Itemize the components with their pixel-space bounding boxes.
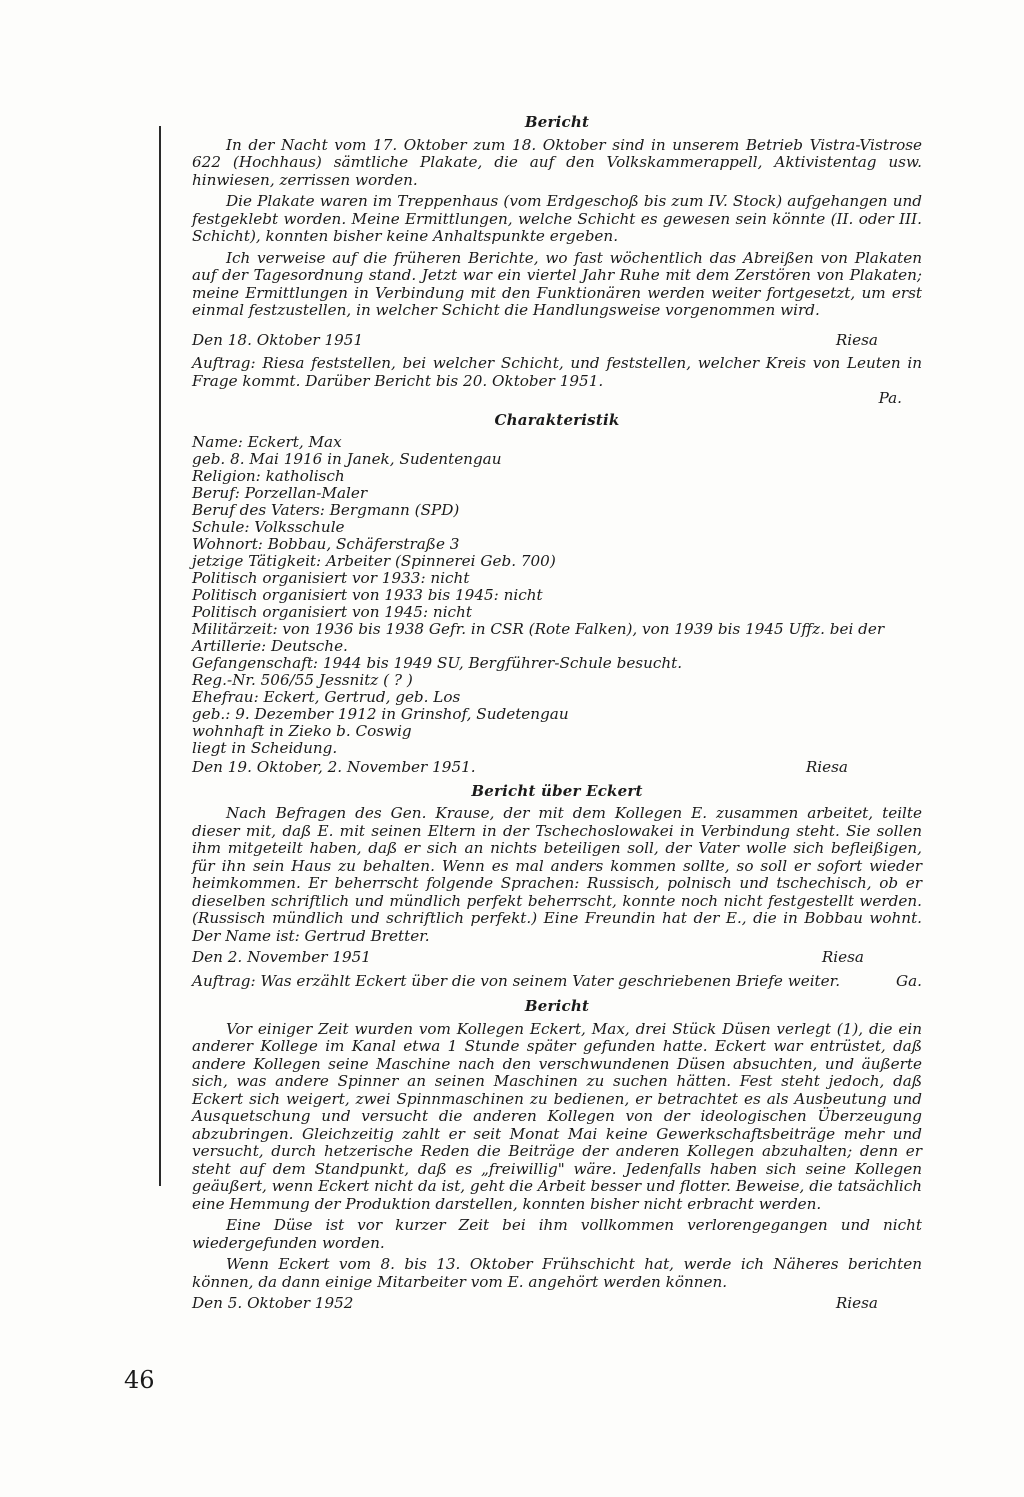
character-line: Gefangenschaft: 1944 bis 1949 SU, Bergführer-Schule besucht. (192, 654, 683, 672)
page-number: 46 (124, 1366, 155, 1394)
report-2-task-row (192, 973, 922, 991)
report-1-paragraph: Ich verweise auf die früheren Berichte, wo fast wöchentlich das Abreißen von Plakaten auf der Tagesordnung stand. Jetzt war ein viertel Jahr Ruhe mit dem Zerstören von Plakaten; meine Ermittlungen in Verbindung mit den Funktionären werden weiter fortgesetzt, um erst einmal festzustellen, in welcher Schicht die Handlungsweise vorgenommen wird. (192, 248, 922, 319)
character-line: Ehefrau: Eckert, Gertrud, geb. Los (192, 688, 461, 706)
report-3-dateline (192, 1295, 922, 1313)
character-line: Religion: katholisch (192, 467, 345, 485)
report-2-dateline (192, 949, 922, 967)
character-line: Wohnort: Bobbau, Schäferstraße 3 (192, 535, 460, 553)
character-line: Reg.-Nr. 506/55 Jessnitz ( ? ) (192, 671, 413, 689)
character-line: Beruf des Vaters: Bergmann (SPD) (192, 501, 460, 519)
report-1-date: Den 18. Oktober 1951 (192, 330, 364, 349)
report-1-task: Auftrag: Riesa feststellen, bei welcher Schicht, und feststellen, welcher Kreis von Leuten in Frage kommt. Darüber Bericht bis 20. Oktober 1951. (192, 354, 922, 390)
report-1-task-initials: Pa. (878, 389, 902, 407)
report-1-paragraph: Die Plakate waren im Treppenhaus (vom Erdgeschoß bis zum IV. Stock) aufgehangen und festgeklebt worden. Meine Ermittlungen, welche Schicht es gewesen sein könnte (II. oder III. Schicht), konnten bisher keine Anhaltspunkte ergeben. (192, 192, 922, 245)
character-line: Politisch organisiert von 1945: nicht (192, 603, 472, 621)
report-2-heading: Bericht über Eckert (471, 781, 643, 800)
report-1-paragraph: In der Nacht vom 17. Oktober zum 18. Oktober sind in unserem Betrieb Vistra-Vistrose 622 (Hochhaus) sämtliche Plakate, die auf den Volkskammerappell, Aktivistentag usw. hinwiesen, zerrissen worden. (192, 135, 922, 189)
character-signature: Riesa (805, 758, 848, 776)
character-line: Schule: Volksschule (192, 518, 345, 536)
report-1-signature: Riesa (835, 330, 878, 349)
report-section-2 (192, 783, 922, 999)
character-line: Name: Eckert, Max (192, 433, 342, 451)
report-3-paragraph: Eine Düse ist vor kurzer Zeit bei ihm vollkommen verlorengegangen und nicht wiedergefunden worden. (192, 1216, 922, 1252)
report-2-task: Auftrag: Was erzählt Eckert über die von seinem Vater geschriebenen Briefe weiter. (192, 971, 841, 990)
character-line: Politisch organisiert vor 1933: nicht (192, 569, 470, 587)
character-line: Politisch organisiert von 1933 bis 1945: nicht (192, 586, 543, 604)
report-section-1 (192, 114, 922, 408)
character-list (192, 434, 922, 757)
report-3-signature: Riesa (835, 1294, 878, 1312)
report-2-paragraph: Nach Befragen des Gen. Krause, der mit dem Kollegen E. zusammen arbeitet, teilte dieser mit, daß E. mit seinen Eltern in der Tschechoslowakei in Verbindung steht. Sie sollen ihm mitgeteilt haben, daß er sich an nichts beteiligen soll, der Vater wolle sich befleißigen, für ihn sein Haus zu behalten. Wenn es mal anders kommen sollte, so soll er sofort wieder heimkommen. Er beherrscht folgende Sprachen: Russisch, polnisch und tschechisch, ob er dieselben schriftlich und mündlich perfekt beherrscht, konnte noch nicht festgestellt werden. (Russisch mündlich und schriftlich perfekt.) Eine Freundin hat der E., die in Bobbau wohnt. Der Name ist: Gertrud Bretter. (192, 804, 922, 945)
margin-rule (159, 126, 161, 1186)
character-section (192, 412, 922, 777)
report-2-signature: Riesa (821, 948, 864, 966)
report-1-dateline (192, 332, 922, 350)
character-line: Militärzeit: von 1936 bis 1938 Gefr. in CSR (Rote Falken), von 1939 bis 1945 Uffz. bei der Artillerie: Deutsche. (192, 620, 885, 655)
report-3-paragraph: Wenn Eckert vom 8. bis 13. Oktober Frühschicht hat, werde ich Näheres berichten können, da dann einige Mitarbeiter vom E. angehört werden können. (192, 1255, 922, 1291)
report-section-3 (192, 998, 922, 1313)
character-line: wohnhaft in Zieko b. Coswig (192, 722, 412, 740)
character-line: liegt in Scheidung. (192, 739, 338, 757)
character-line: geb.: 9. Dezember 1912 in Grinshof, Sudetengau (192, 705, 569, 723)
character-date: Den 19. Oktober, 2. November 1951. (192, 758, 476, 776)
character-line: geb. 8. Mai 1916 in Janek, Sudentengau (192, 450, 502, 468)
report-2-date: Den 2. November 1951 (192, 948, 371, 966)
report-3-heading: Bericht (524, 997, 590, 1015)
character-heading: Charakteristik (494, 410, 620, 429)
character-line: jetzige Tätigkeit: Arbeiter (Spinnerei Geb. 700) (192, 552, 556, 570)
report-3-date: Den 5. Oktober 1952 (192, 1294, 354, 1312)
character-line: Beruf: Porzellan-Maler (192, 484, 368, 502)
report-2-task-initials: Ga. (895, 971, 922, 990)
report-3-paragraph: Vor einiger Zeit wurden vom Kollegen Eckert, Max, drei Stück Düsen verlegt (1), die ein anderer Kollege im Kanal etwa 1 Stunde später gefunden hatte. Eckert war entrüstet, daß andere Kollegen seine Maschine nach den verschwundenen Düsen absuchten, und äußerte sich, was andere Spinner an seinen Maschinen zu suchen hätten. Fest steht jedoch, daß Eckert sich weigert, zwei Spinnmaschinen zu bedienen, er betrachtet es als Ausbeutung und Ausquetschung und versucht die anderen Kollegen von der ideologischen Überzeugung abzubringen. Gleichzeitig zahlt er seit Monat Mai keine Gewerkschaftsbeiträge mehr und versucht, durch hetzerische Reden die Beiträge der anderen Kollegen abzuhalten; denn er steht auf dem Standpunkt, daß es „freiwillig" wäre. Jedenfalls haben sich seine Kollegen geäußert, wenn Eckert nicht da ist, geht die Arbeit besser und flotter. Beweise, die tatsächlich eine Hemmung der Produktion darstellen, konnten bisher nicht erbracht werden. (192, 1019, 922, 1213)
report-1-heading: Bericht (524, 113, 590, 131)
document-body (192, 114, 922, 1319)
character-dateline (192, 759, 922, 777)
